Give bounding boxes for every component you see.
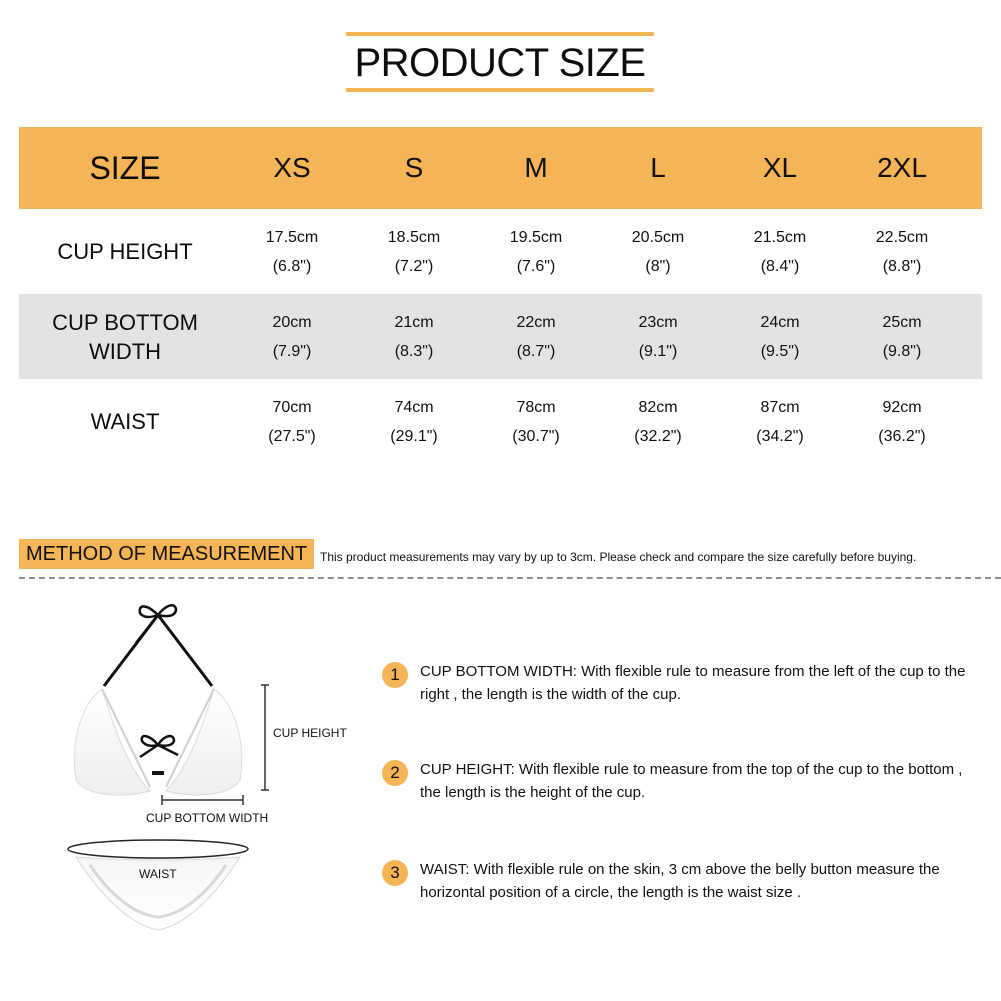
- cell-inch: (27.5"): [268, 427, 316, 445]
- dashed-divider: [19, 577, 1001, 579]
- table-cell: [231, 223, 353, 281]
- title-bottom-rule: [346, 88, 654, 92]
- cell-inch: (30.7"): [512, 427, 560, 445]
- size-s: S: [404, 152, 424, 183]
- table-row-cup-bottom-width: [19, 294, 982, 379]
- cell-cm: 21.5cm: [753, 228, 807, 246]
- cell-cm: 22.5cm: [875, 228, 929, 246]
- cell-cm: 19.5cm: [509, 228, 563, 246]
- step-number-badge: 2: [382, 760, 408, 786]
- size-table-header: [19, 127, 982, 209]
- row-label-line: WIDTH: [88, 338, 162, 364]
- cell-inch: (7.2"): [394, 257, 434, 275]
- method-heading: METHOD OF MEASUREMENT: [19, 539, 314, 569]
- table-cell: [597, 223, 719, 281]
- cup-height-label: CUP HEIGHT: [273, 726, 347, 740]
- cell-inch: (8.4"): [760, 257, 800, 275]
- table-cell: [475, 223, 597, 281]
- step-text: CUP BOTTOM WIDTH: With flexible rule to measure from the left of the cup to the right , the length is the width of the cup.: [420, 663, 966, 703]
- size-xl: XL: [762, 152, 798, 183]
- cell-cm: 24cm: [760, 313, 800, 331]
- title-top-rule: [346, 32, 654, 36]
- cell-inch: (8.7"): [516, 342, 556, 360]
- table-cell: [841, 308, 963, 366]
- cell-cm: 87cm: [760, 398, 800, 416]
- page-title-block: [346, 32, 654, 92]
- table-cell: [719, 393, 841, 451]
- center-clasp: [152, 771, 164, 775]
- waist-label: WAIST: [139, 867, 177, 881]
- measurement-disclaimer: This product measurements may vary by up to 3cm. Please check and compare the size carefully before buying.: [320, 550, 917, 564]
- cell-cm: 78cm: [516, 398, 556, 416]
- cell-inch: (8.3"): [394, 342, 434, 360]
- table-cell: [475, 393, 597, 451]
- size-l: L: [650, 152, 666, 183]
- step-text: WAIST: With flexible rule on the skin, 3 cm above the belly button measure the horizontal position of a circle, the length is the waist size .: [420, 861, 940, 901]
- header-label: SIZE: [89, 149, 161, 186]
- table-cell: [353, 223, 475, 281]
- row-label: [19, 308, 231, 366]
- step-number-badge: 3: [382, 860, 408, 886]
- table-cell: [231, 393, 353, 451]
- table-cell: [475, 308, 597, 366]
- table-cell: [597, 308, 719, 366]
- page-title: PRODUCT SIZE: [354, 41, 646, 85]
- cell-cm: 17.5cm: [265, 228, 319, 246]
- row-label-line: CUP HEIGHT: [57, 239, 193, 264]
- cell-inch: (9.1"): [638, 342, 678, 360]
- cell-inch: (36.2"): [878, 427, 926, 445]
- cell-inch: (29.1"): [390, 427, 438, 445]
- cell-cm: 23cm: [638, 313, 678, 331]
- cup-bottom-width-label: CUP BOTTOM WIDTH: [146, 811, 269, 825]
- cell-inch: (9.8"): [882, 342, 922, 360]
- table-cell: [841, 223, 963, 281]
- table-cell: [231, 308, 353, 366]
- row-label-line: WAIST: [90, 409, 160, 434]
- cell-cm: 22cm: [516, 313, 556, 331]
- cell-inch: (8.8"): [882, 257, 922, 275]
- cell-cm: 70cm: [272, 398, 312, 416]
- cell-inch: (8"): [645, 257, 671, 275]
- step-number-badge: 1: [382, 662, 408, 688]
- cell-inch: (32.2"): [634, 427, 682, 445]
- cell-cm: 20cm: [272, 313, 312, 331]
- cell-cm: 20.5cm: [631, 228, 685, 246]
- table-row-cup-height: [19, 209, 982, 294]
- size-m: M: [524, 152, 548, 183]
- table-cell: [841, 393, 963, 451]
- row-label-line: CUP BOTTOM: [52, 309, 198, 335]
- table-cell: [719, 308, 841, 366]
- table-row-waist: [19, 379, 982, 464]
- row-label: [19, 407, 231, 436]
- cell-cm: 18.5cm: [387, 228, 441, 246]
- step-text: CUP HEIGHT: With flexible rule to measure from the top of the cup to the bottom , the length is the height of the cup.: [420, 761, 963, 801]
- table-cell: [719, 223, 841, 281]
- cell-cm: 82cm: [638, 398, 678, 416]
- size-xs: XS: [273, 152, 311, 183]
- table-cell: [353, 393, 475, 451]
- cell-cm: 74cm: [394, 398, 434, 416]
- row-label: [19, 237, 231, 266]
- cell-cm: 92cm: [882, 398, 922, 416]
- cell-inch: (34.2"): [756, 427, 804, 445]
- garment-illustration: [40, 595, 360, 985]
- size-2xl: 2XL: [877, 152, 927, 183]
- table-cell: [353, 308, 475, 366]
- cell-inch: (7.6"): [516, 257, 556, 275]
- bikini-diagram-icon: [40, 595, 360, 985]
- table-cell: [597, 393, 719, 451]
- cell-inch: (6.8"): [272, 257, 312, 275]
- cell-cm: 21cm: [394, 313, 434, 331]
- size-table: [19, 127, 982, 464]
- cell-inch: (9.5"): [760, 342, 800, 360]
- cell-cm: 25cm: [882, 313, 922, 331]
- cell-inch: (7.9"): [272, 342, 312, 360]
